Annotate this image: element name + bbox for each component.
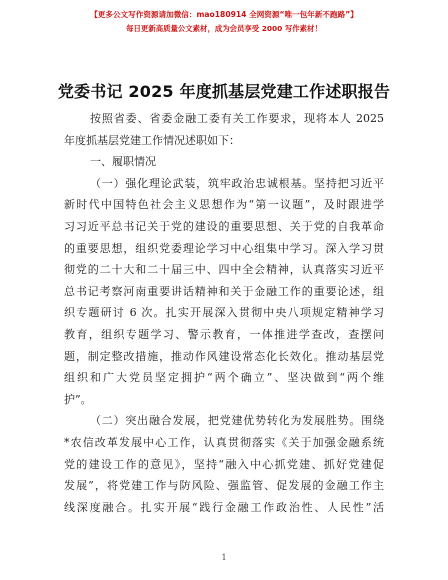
paragraph-line: 线深度融合。扎实开展“践行金融工作政治性、人民性”活 <box>64 500 384 514</box>
paragraph-line: 按照省委、省委金融工委有关工作要求，现将本人 2025 <box>90 112 384 125</box>
paragraph-line: 教育，组织专题学习、警示教育，一体推进学查改，查摆问 <box>64 327 384 341</box>
promo-banner-line-2: 每日更新高质量公文素材，成为会员享受 2000 写作素材！ <box>126 24 322 33</box>
paragraph-line: 发展”，将党建工作与防风险、强监管、促发展的金融工作主 <box>64 479 384 493</box>
paragraph-line: 党的建设工作的意见》，坚持“融入中心抓党建、抓好党建促 <box>64 457 384 471</box>
paragraph-line: 总书记考察河南重要讲话精神和关于金融工作的重要论述，组 <box>64 284 384 298</box>
promo-banner-line-1: 【更多公文写作资源请加微信：mao180914 全网资源“唯一包年新不跑路”】 <box>90 10 358 19</box>
paragraph-line: （一）强化理论武装，筑牢政治忠诚根基。坚持把习近平 <box>90 176 384 190</box>
page-number: 1 <box>221 553 227 562</box>
paragraph-line: （二）突出融合发展，把党建优势转化为发展胜势。围绕 <box>90 414 384 428</box>
paragraph-line: 习习近平总书记关于党的建设的重要思想、关于党的自我革命 <box>64 219 384 233</box>
section-heading: 一、履职情况 <box>90 155 156 169</box>
paragraph-line: 年度抓基层党建工作情况述职如下： <box>64 133 240 147</box>
paragraph-line: 组织和广大党员坚定拥护“两个确立”、坚决做到“两个维 <box>64 371 384 385</box>
paragraph-line: 的重要思想，组织党委理论学习中心组集中学习。深入学习贯 <box>64 241 384 255</box>
document-body <box>64 108 384 518</box>
promo-banner <box>0 8 448 35</box>
paragraph-line: 题，制定整改措施，推动作风建设常态化长效化。推动基层党 <box>64 349 384 363</box>
paragraph-line: 新时代中国特色社会主义思想作为“第一议题”，及时跟进学 <box>64 198 384 212</box>
paragraph-line: 护”。 <box>64 392 92 406</box>
document-title: 党委书记 2025 年度抓基层党建工作述职报告 <box>57 82 391 101</box>
paragraph-line: 彻党的二十大和二十届三中、四中全会精神，认真落实习近平 <box>64 263 384 277</box>
paragraph-line: 织专题研讨 6 次。扎实开展深入贯彻中央八项规定精神学习 <box>64 306 384 320</box>
paragraph-line: *农信改革发展中心工作，认真贯彻落实《关于加强金融系统 <box>64 435 384 449</box>
